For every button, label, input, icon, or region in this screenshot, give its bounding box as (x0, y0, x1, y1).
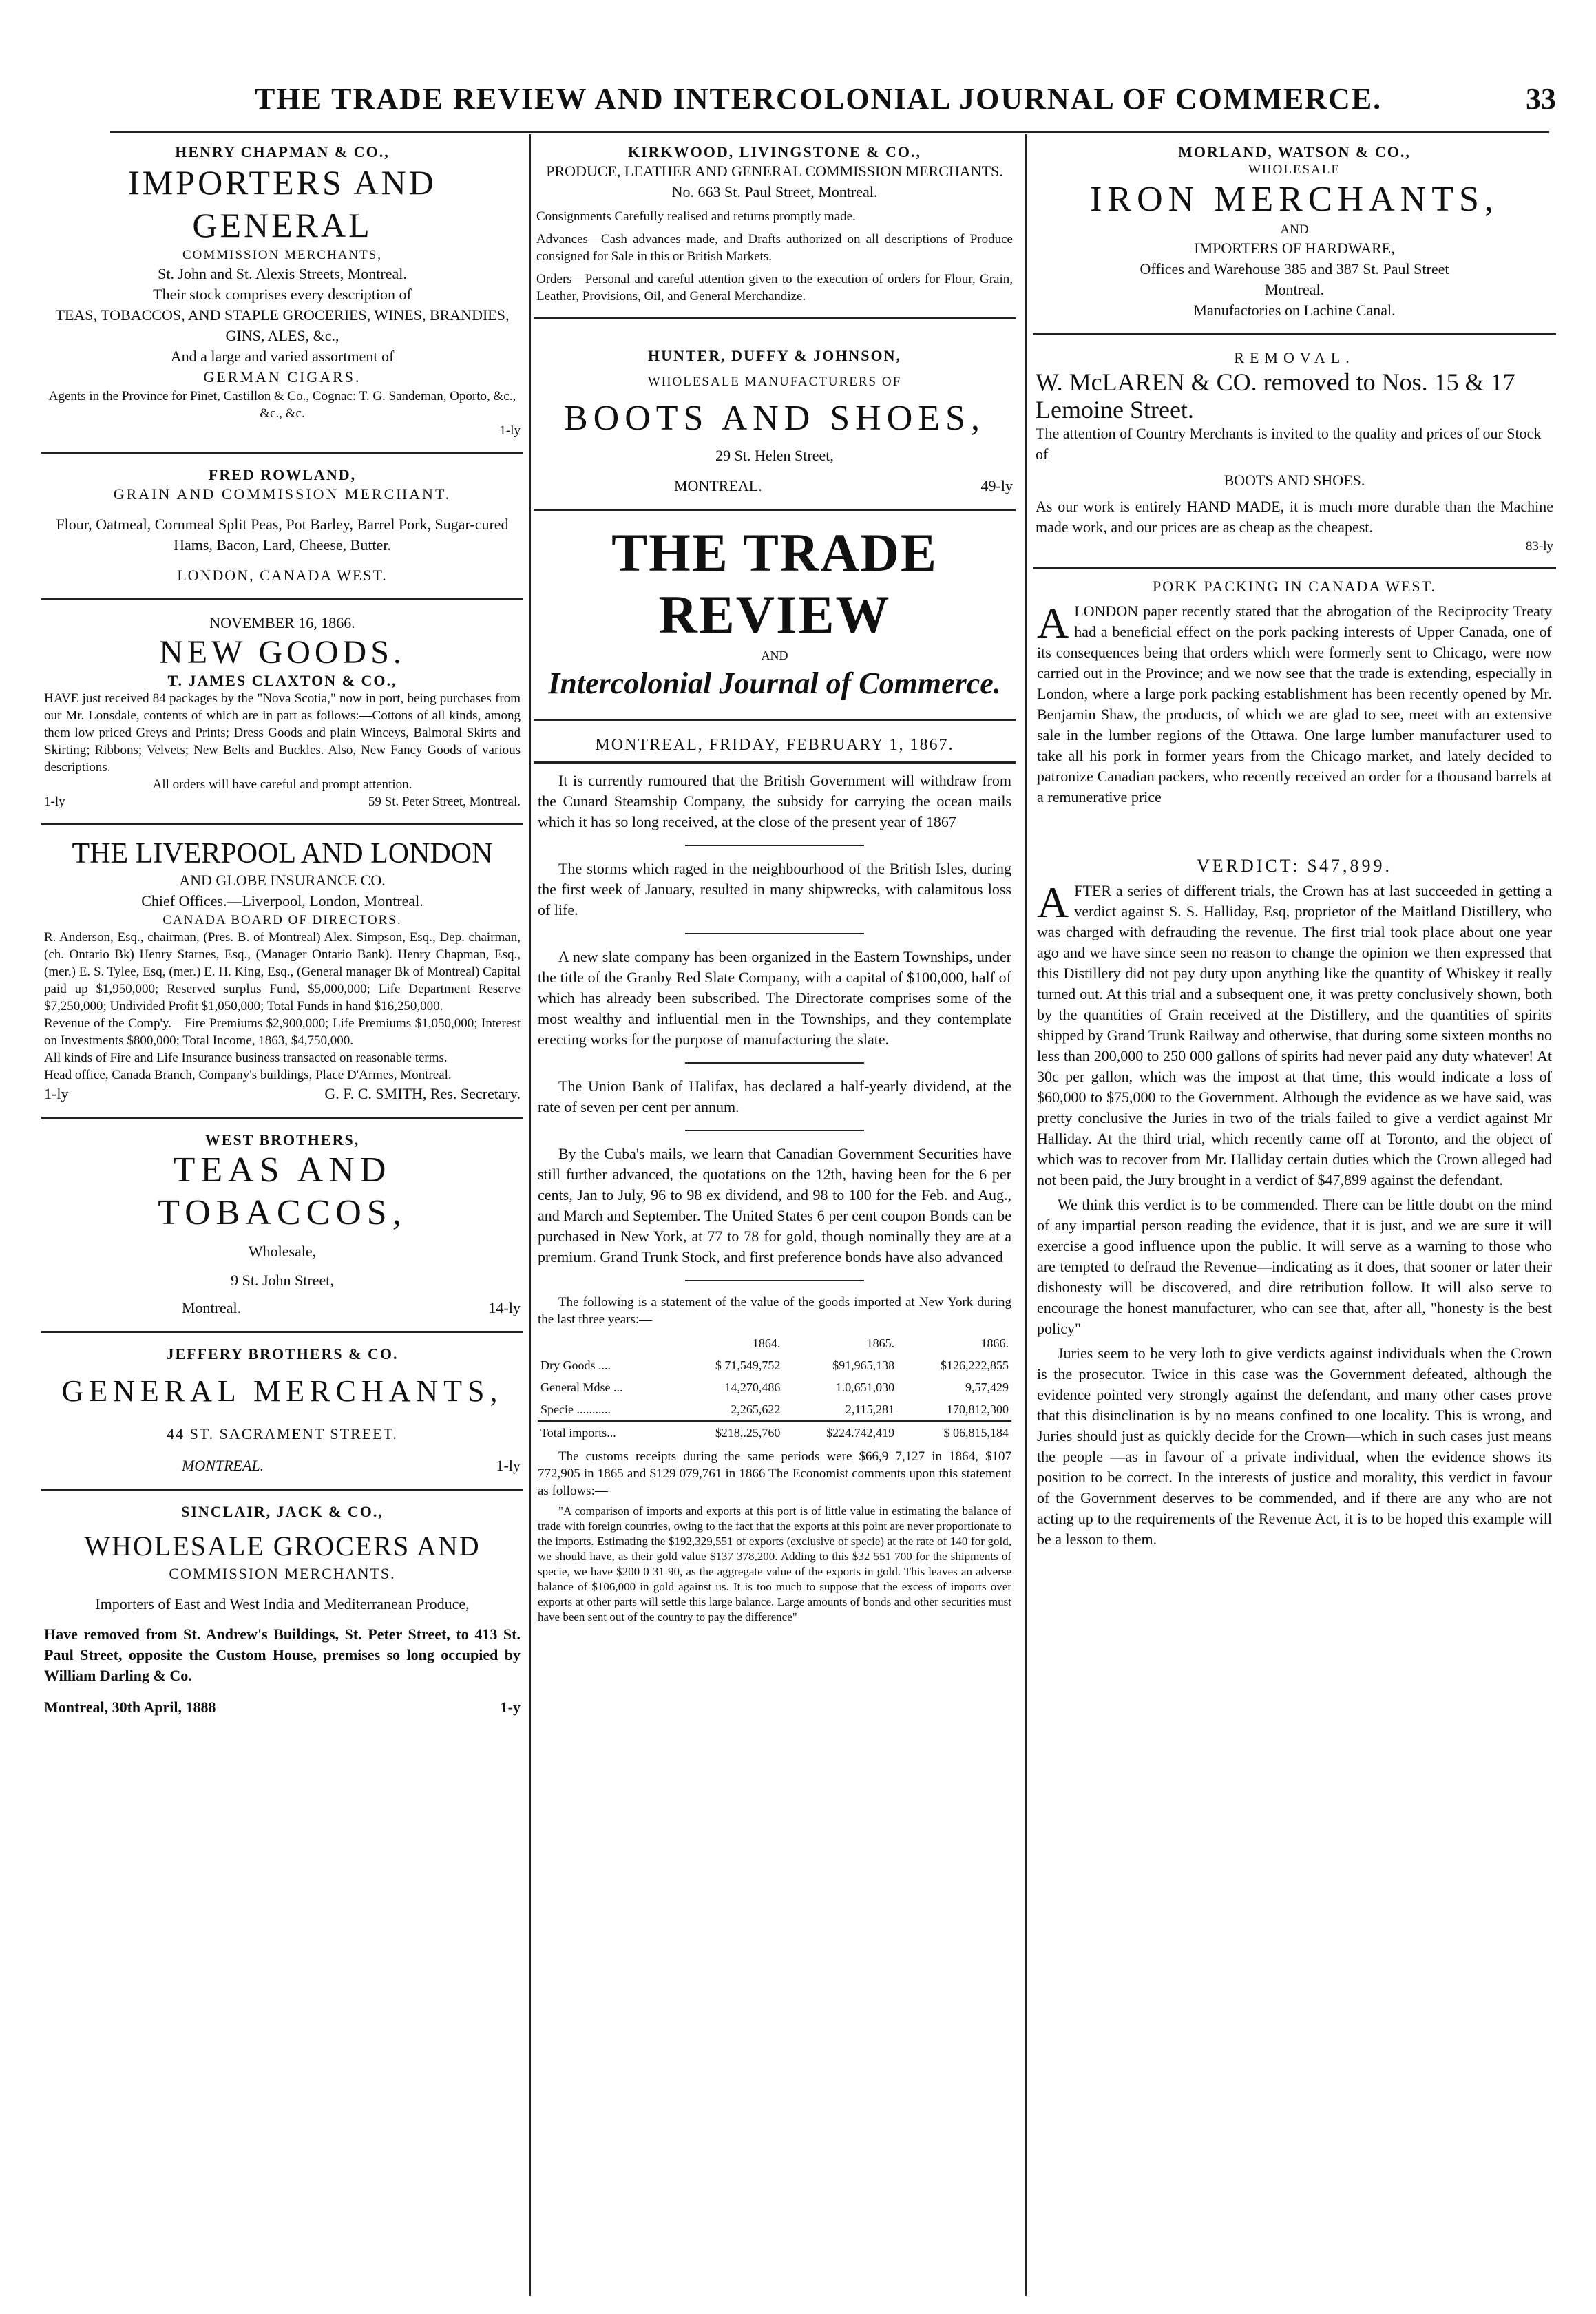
divider (41, 823, 523, 825)
notice-title: REMOVAL. (1234, 349, 1355, 366)
advert-text: Their stock comprises every description of (153, 286, 412, 303)
row-label: Dry Goods .... (540, 1358, 611, 1372)
cell: $126,222,855 (941, 1358, 1009, 1372)
short-rule (685, 933, 864, 934)
advert-city: MONTREAL. (674, 477, 762, 494)
masthead (534, 522, 1016, 701)
advert-footer (44, 1084, 521, 1104)
sinclair-advert (41, 1497, 523, 1723)
advert-offices: Chief Offices.—Liverpool, London, Montreal. (141, 892, 423, 909)
masthead-title: THE TRADE REVIEW (611, 523, 938, 644)
advert-date: NOVEMBER 16, 1866. (209, 614, 355, 631)
advert-sub: IMPORTERS OF HARDWARE, (1194, 240, 1395, 257)
divider (534, 719, 1016, 721)
advert-and: AND (1280, 222, 1309, 237)
advert-place: LONDON, CANADA WEST. (177, 567, 388, 584)
advert-tag: 1-ly (496, 1457, 521, 1474)
advert-text: Agents in the Province for Pinet, Castillon & Co., Cognac: T. G. Sandeman, Oporto, &c., &c., &c. (48, 389, 516, 421)
divider (534, 509, 1016, 511)
advert-text: R. Anderson, Esq., chairman, (Pres. B. of Montreal) Alex. Simpson, Esq., Dep. chairman, (ch. Ontario Bk) Henry Starnes, Esq., (Manager Ontario Bank). Henry Chapman, Esq., (mer.) E. S. Tylee, Esq, (mer.) E. H. King, Esq., (General manager Bk of Montreal) Capital paid up $1,950,000; Reserved surplus Fund, $5,000,000; Life Department Reserve $7,250,000; Undivided Profit $1,050,000; Total Funds in hand $16,250,000. (44, 930, 521, 1013)
advert-title: IRON MERCHANTS, (1090, 180, 1499, 219)
advert-city: Montreal. (182, 1299, 242, 1316)
short-rule (685, 1062, 864, 1064)
advert-address: 59 St. Peter Street, Montreal. (368, 795, 521, 809)
cell: 2,115,281 (845, 1402, 895, 1416)
cell: $ 71,549,752 (715, 1358, 781, 1372)
advert-text: Manufactories on Lachine Canal. (1193, 302, 1396, 319)
row-label: Specie ........... (540, 1402, 611, 1416)
claxton-advert (41, 607, 523, 816)
hunter-advert (534, 326, 1016, 502)
row-label: Total imports... (540, 1426, 616, 1440)
table-header-row (538, 1332, 1011, 1354)
advert-title: PRODUCE, LEATHER AND GENERAL COMMISSION MERCHANTS. (546, 162, 1003, 180)
morland-advert (1033, 138, 1556, 326)
advert-tag: 49-ly (980, 477, 1013, 494)
divider (534, 761, 1016, 764)
advert-firm: SINCLAIR, JACK & CO., (181, 1503, 384, 1520)
advert-title: THE LIVERPOOL AND LONDON (72, 838, 493, 870)
column-rule (529, 134, 531, 2296)
divider (41, 1489, 523, 1491)
column-2 (534, 138, 1016, 1629)
column-3 (1033, 138, 1556, 1554)
jeffery-advert (41, 1340, 523, 1482)
column-rule (1025, 134, 1027, 2296)
advert-footer (44, 1298, 521, 1318)
masthead-and: AND (761, 649, 788, 662)
advert-text: HAVE just received 84 packages by the "Nova Scotia," now in port, being purchases from our Mr. Lonsdale, contents of which are in part as follows:—Cottons of all kinds, among them low priced Greys and Prints; Dress Goods and plain Winceys, Balmoral Skirts and Skirting; Ribbons; Velvets; New Belts and Buckles. Also, New Fancy Goods of various descriptions. (44, 691, 521, 775)
west-advert (41, 1126, 523, 1324)
cell: $224.742,419 (826, 1426, 895, 1440)
advert-title: NEW GOODS. (159, 634, 406, 671)
advert-address: 9 St. John Street, (231, 1272, 334, 1289)
advert-text: And a large and varied assortment of (170, 348, 395, 365)
advert-text: Importers of East and West India and Mediterranean Produce, (95, 1595, 470, 1612)
advert-text: Have removed from St. Andrew's Buildings, St. Peter Street, to 413 St. Paul Street, opposite the Custom House, premises so long occupied by William Darling & Co. (44, 1626, 521, 1684)
article-title: PORK PACKING IN CANADA WEST. (1153, 578, 1436, 595)
divider (41, 1331, 523, 1333)
article-title: VERDICT: $47,899. (1196, 856, 1393, 876)
cell: $91,965,138 (832, 1358, 895, 1372)
advert-sub: WHOLESALE (1248, 162, 1341, 177)
short-rule (685, 845, 864, 846)
advert-address: No. 663 St. Paul Street, Montreal. (671, 183, 878, 200)
article-body: LONDON paper recently stated that the abrogation of the Reciprocity Treaty had a beneficial effect on the pork packing interests of Upper Canada, one of its consequences being that orders which were formerly sent to Chicago, were now carried out in the Province; and we now see that the trade is extending, especially in London, where a large pork packing establishment has been recently opened by Mr. Benjamin Shaw, the products, of which we are glad to see, meet with an extensive sale in the lumber regions of the Ottawa. One large lumber manufacturer used to take all his pork in former years from the Chicago market, and lately decided to patronize Canadian packers, who recently received an order for a thousand barrels at a remunerative price (1037, 602, 1552, 806)
advert-date: Montreal, 30th April, 1888 (44, 1698, 216, 1716)
advert-text: Head office, Canada Branch, Company's buildings, Place D'Armes, Montreal. (44, 1068, 452, 1082)
advert-firm: MORLAND, WATSON & CO., (1178, 143, 1411, 160)
issue-dateline: MONTREAL, FRIDAY, FEBRUARY 1, 1867. (595, 736, 954, 754)
spacer (1033, 808, 1556, 856)
news-item: A new slate company has been organized in the Eastern Townships, under the title of the Granby Red Slate Company, with a capital of $100,000, half of which has already been subscribed. The Directorate comprises some of the most wealthy and influential men in the Townships, and they contemplate erecting works for the purpose of manufacturing the slate. (538, 948, 1011, 1048)
advert-sub: WHOLESALE MANUFACTURERS OF (647, 375, 902, 389)
news-item: "A comparison of imports and exports at this port is of little value in estimating the balance of trade with foreign countries, owing to the fact that the exports at this point are never proportionate to the imports. Estimating the $192,329,551 of exports (exclusive of specie) at the rate of 140 for gold, we should have, as their gold value $137 378,200. Adding to this $32 551 700 for the shipments of specie, we have $200 0 31 90, as the aggregate value of the exports in gold. This leaves an adverse balance of $106,000 in gold against us. It is too much to suppose that the excess of imports over exports at other parts will settle this large balance. Large amounts of bonds and other securities must have been sent out of the country to pay the difference" (538, 1504, 1011, 1623)
advert-address: St. John and St. Alexis Streets, Montreal. (158, 265, 407, 282)
cell: 14,270,486 (724, 1380, 781, 1394)
advert-footer (44, 793, 521, 810)
advert-address: Offices and Warehouse 385 and 387 St. Paul Street (1140, 260, 1449, 277)
advert-sub: AND GLOBE INSURANCE CO. (179, 872, 386, 889)
advert-text: Advances—Cash advances made, and Drafts authorized on all descriptions of Produce consigned for Sale in this or British Markets. (536, 232, 1013, 264)
drop-cap: A (1037, 598, 1069, 647)
advert-title: GENERAL MERCHANTS, (61, 1374, 503, 1408)
liverpool-advert (41, 832, 523, 1110)
notice-text: As our work is entirely HAND MADE, it is much more durable than the Machine made work, and our prices are as cheap as the cheapest. (1036, 498, 1553, 536)
year-header: 1865. (866, 1336, 895, 1350)
notice-goods: BOOTS AND SHOES. (1224, 472, 1365, 489)
advert-firm: FRED ROWLAND, (208, 466, 357, 483)
advert-footer (44, 1697, 521, 1718)
advert-text: Flour, Oatmeal, Cornmeal Split Peas, Pot Barley, Barrel Pork, Sugar-cured Hams, Bacon, Lard, Cheese, Butter. (56, 516, 509, 554)
table-row (538, 1376, 1011, 1398)
news-item: The customs receipts during the same periods were $66,9 7,127 in 1864, $107 772,905 in 1865 and $129 079,761 in 1866 The Economist comments upon this statement as follows:— (538, 1449, 1011, 1498)
short-rule (685, 1130, 864, 1131)
drop-cap: A (1037, 878, 1069, 927)
news-items (534, 770, 1016, 1625)
news-item: It is currently rumoured that the British Government will withdraw from the Cunard Steamship Company, the subsidy for carrying the ocean mails which it has so long received, at the close of the present year of 1867 (538, 772, 1011, 830)
cell: 9,57,429 (965, 1380, 1009, 1394)
advert-signature: G. F. C. SMITH, Res. Secretary. (324, 1085, 521, 1102)
advert-tag: 1-y (500, 1698, 521, 1716)
table-row (538, 1398, 1011, 1421)
table-total-row (538, 1421, 1011, 1444)
advert-city: Montreal. (1264, 281, 1325, 298)
advert-tag: 1-ly (499, 423, 521, 438)
news-item: By the Cuba's mails, we learn that Canadian Government Securities have still further advanced, the quotations on the 12th, having been for the 6 per cents, Jan to July, 96 to 98 ex dividend, and 98 to 100 for the Feb. and Aug., and March and September. The United States 6 per cent coupon Bonds can be purchased in New York, at 77 to 78 for gold, though nominally they are at a premium. Grand Trunk Stock, and first preference bonds have also advanced (538, 1145, 1011, 1265)
divider (41, 598, 523, 600)
advert-city: MONTREAL. (182, 1457, 264, 1474)
removal-notice (1033, 342, 1556, 560)
advert-address: 29 St. Helen Street, (715, 447, 834, 464)
advert-sub: Wholesale, (248, 1243, 317, 1260)
divider (1033, 567, 1556, 569)
year-header: 1866. (980, 1336, 1009, 1350)
advert-board: CANADA BOARD OF DIRECTORS. (162, 913, 402, 927)
running-header (41, 81, 1556, 129)
article-body: Juries seem to be very loth to give verdicts against individuals when the Crown is the prosecutor. Twice in this case was the Government defeated, although the evidence pointed very strongly against the defendant, and many other cases prove that this disinclination is by no means confined to one locality. This is wrong, and Juries should just as quickly decide for the Crown—which in such cases just means the people —as in favour of a private individual, when the evidence shows its position to be correct. In the interests of justice and morality, this verdict in favour of the Government deserves to be commended, and if there are any who are not acting up to the requirements of the Revenue Act, it is to be hoped this example will be a lesson to them. (1037, 1345, 1552, 1548)
advert-firm: HUNTER, DUFFY & JOHNSON, (647, 347, 902, 364)
advert-tag: 1-ly (44, 1085, 69, 1102)
divider (1033, 333, 1556, 335)
kirkwood-advert (534, 138, 1016, 311)
news-item: The storms which raged in the neighbourhood of the British Isles, during the first week of January, resulted in many shipwrecks, with calamitous loss of life. (538, 860, 1011, 918)
advert-text: All kinds of Fire and Life Insurance business transacted on reasonable terms. (44, 1051, 448, 1065)
notice-text: The attention of Country Merchants is invited to the quality and prices of our Stock of (1036, 425, 1542, 463)
cell: $218,.25,760 (715, 1426, 781, 1440)
advert-title: GRAIN AND COMMISSION MERCHANT. (113, 485, 452, 503)
cell: $ 06,815,184 (943, 1426, 1009, 1440)
advert-address: 44 ST. SACRAMENT STREET. (167, 1425, 398, 1442)
advert-text: Orders—Personal and careful attention given to the execution of orders for Flour, Grain, Leather, Provisions, Oil, and General Merchandize. (536, 272, 1013, 304)
table-row (538, 1354, 1011, 1376)
advert-title: BOOTS AND SHOES, (564, 399, 985, 438)
advert-title: TEAS AND TOBACCOS, (158, 1150, 407, 1232)
advert-title: WHOLESALE GROCERS AND (84, 1531, 481, 1561)
notice-headline: W. McLAREN & CO. removed to Nos. 15 & 17 Lemoine Street. (1036, 368, 1515, 423)
verdict-article (1033, 856, 1556, 1550)
advert-headline: IMPORTERS AND GENERAL (128, 163, 437, 244)
header-rule (110, 131, 1549, 133)
divider (534, 317, 1016, 319)
running-title: THE TRADE REVIEW AND INTERCOLONIAL JOURNAL OF COMMERCE. (255, 82, 1383, 116)
pork-article (1033, 576, 1556, 808)
row-label: General Mdse ... (540, 1380, 623, 1394)
advert-firm: WEST BROTHERS, (204, 1131, 360, 1148)
advert-firm: JEFFERY BROTHERS & CO. (166, 1345, 399, 1363)
advert-footer (44, 1455, 521, 1476)
cell: 2,265,622 (731, 1402, 781, 1416)
advert-text: TEAS, TOBACCOS, AND STAPLE GROCERIES, WINES, BRANDIES, GINS, ALES, &c., (55, 306, 510, 344)
article-body: We think this verdict is to be commended. There can be little doubt on the mind of any impartial person reading the evidence, that it is just, and we are sure it will exercise a good influence upon the public. It will serve as a warning to those who are tempted to defraud the Revenue—indicating as it does, that sooner or later their dishonesty will be discovered, and dire retribution follow. It will also serve to encourage the honest manufacturer, who can see that, after all, "honesty is the best policy" (1037, 1196, 1552, 1337)
year-header: 1864. (752, 1336, 781, 1350)
cell: 170,812,300 (947, 1402, 1009, 1416)
advert-tag: 14-ly (488, 1299, 521, 1316)
advert-sub: COMMISSION MERCHANTS, (182, 248, 383, 262)
cell: 1.0,651,030 (835, 1380, 895, 1394)
page-number: 33 (1526, 82, 1556, 116)
news-item: The Union Bank of Halifax, has declared a half-yearly dividend, at the rate of seven per cent per annum. (538, 1077, 1011, 1115)
short-rule (685, 1280, 864, 1281)
advert-tag: 1-ly (44, 795, 65, 809)
masthead-subtitle: Intercolonial Journal of Commerce. (548, 666, 1001, 700)
advert-firm: T. JAMES CLAXTON & CO., (167, 672, 397, 689)
advert-firm: KIRKWOOD, LIVINGSTONE & CO., (628, 143, 921, 160)
advert-footer (536, 476, 1013, 496)
rowland-advert (41, 461, 523, 591)
article-body: FTER a series of different trials, the Crown has at last succeeded in getting a verdict against S. S. Halliday, Esq, proprietor of the Maitland Distillery, who was charged with defrauding the revenue. The first trial took place about one year ago and we have since seen no reason to change the opinion we then expressed that this Distillery did not pay duty upon anything like the quantity of Whiskey it really turned out. At this trial and a subsequent one, it was pretty conclusively shown, both by the quantities of Grain received at the Distillery, and the quantities of spirits shipped by Grand Trunk Railway and otherwise, that during some sixteen months no less than 200,000 to 250 000 gallons of spirits had never paid any duty whatever! At 30c per gallon, which was the impost at that time, this would indicate a loss of $60,000 to $75,000 to the Government. Although the evidence as we have said, was pretty conclusive the Juries in two of the trials failed to give a verdict against Mr Halliday. At the third trial, which recently came off at Toronto, and the object of which was to recover from Mr. Halliday certain duties which the Crown alleged had not been paid, the Jury brought in a verdict of $47,899 against the defendant. (1037, 882, 1552, 1188)
advert-text: Consignments Carefully realised and returns promptly made. (536, 209, 856, 224)
advert-firm: HENRY CHAPMAN & CO., (175, 143, 390, 160)
advert-text: All orders will have careful and prompt attention. (152, 777, 412, 792)
advert-text: GERMAN CIGARS. (203, 368, 361, 386)
advert-text: Revenue of the Comp'y.—Fire Premiums $2,900,000; Life Premiums $1,050,000; Interest on Investments $800,000; Total Income, 1863, $4,750,000. (44, 1016, 521, 1048)
imports-table (538, 1332, 1011, 1444)
column-1 (41, 138, 523, 1723)
notice-tag: 83-ly (1525, 539, 1553, 554)
advert-sub: COMMISSION MERCHANTS. (169, 1565, 396, 1582)
divider (41, 1117, 523, 1119)
divider (41, 452, 523, 454)
stats-intro: The following is a statement of the value of the goods imported at New York during the last three years:— (538, 1295, 1011, 1327)
chapman-advert (41, 138, 523, 445)
